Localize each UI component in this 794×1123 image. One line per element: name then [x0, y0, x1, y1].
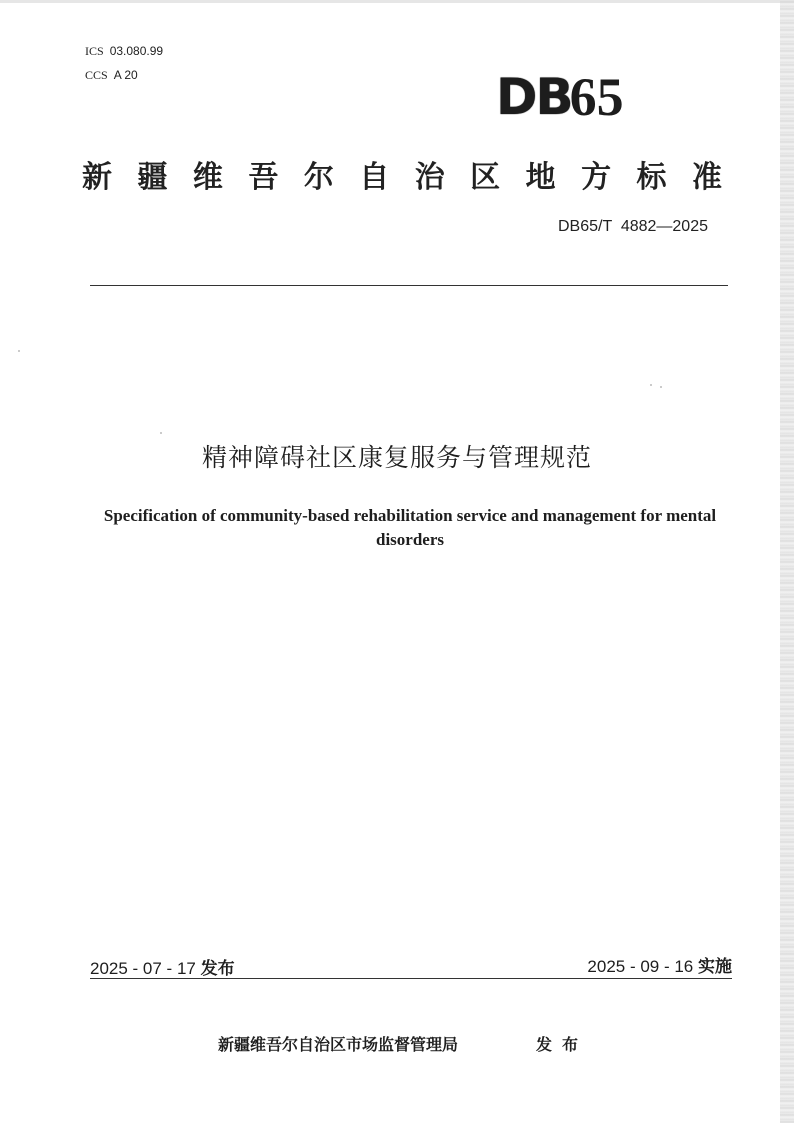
scan-speck — [18, 350, 20, 352]
classification-char: 自 — [359, 160, 390, 195]
classification-char: 吾 — [248, 160, 279, 195]
ccs-label: CCS — [85, 68, 108, 82]
classification-char: 维 — [192, 160, 223, 195]
title-chinese: 精神障碍社区康复服务与管理规范 — [201, 443, 592, 472]
classification-char: 新 — [82, 160, 112, 195]
scan-speck — [660, 386, 662, 388]
standard-classification — [82, 152, 722, 196]
ics-code — [85, 44, 163, 58]
classification-char: 方 — [581, 160, 612, 195]
standard-number: DB65/T 4882—2025 — [557, 218, 708, 235]
scan-edge-top — [0, 0, 794, 3]
publish-date-value: 2025 - 07 - 17 — [90, 959, 196, 978]
implement-date-suffix: 实施 — [698, 957, 732, 977]
db-logo-mark: DB — [496, 68, 572, 126]
classification-char: 尔 — [303, 160, 334, 195]
classification-char: 治 — [414, 160, 445, 195]
issue-word: 发布 — [536, 1035, 589, 1054]
classification-char: 标 — [636, 160, 667, 195]
issuing-authority: 新疆维吾尔自治区市场监督管理局 — [218, 1035, 459, 1054]
ics-value: 03.080.99 — [109, 44, 164, 58]
footer-divider — [90, 978, 732, 979]
publish-date — [90, 954, 235, 979]
ccs-code — [85, 68, 138, 82]
implement-date — [587, 952, 732, 977]
header-divider — [90, 285, 728, 286]
implement-date-value: 2025 - 09 - 16 — [587, 957, 694, 976]
scan-speck — [160, 432, 162, 434]
classification-char: 准 — [691, 160, 722, 195]
classification-char: 区 — [470, 160, 501, 195]
db65-logo — [496, 66, 624, 128]
db-logo-number: 65 — [569, 67, 624, 127]
title-english — [80, 504, 740, 552]
ccs-value: A 20 — [113, 68, 138, 82]
ics-label: ICS — [85, 44, 104, 58]
title-english-line2: disorders — [376, 530, 444, 549]
classification-char: 疆 — [137, 160, 168, 195]
scan-speck — [650, 384, 652, 386]
publish-date-suffix: 发布 — [200, 959, 235, 979]
title-english-line1: Specification of community-based rehabilitation service and management for mental — [103, 506, 717, 525]
scan-edge-right — [780, 0, 794, 1123]
classification-char: 地 — [525, 160, 556, 195]
